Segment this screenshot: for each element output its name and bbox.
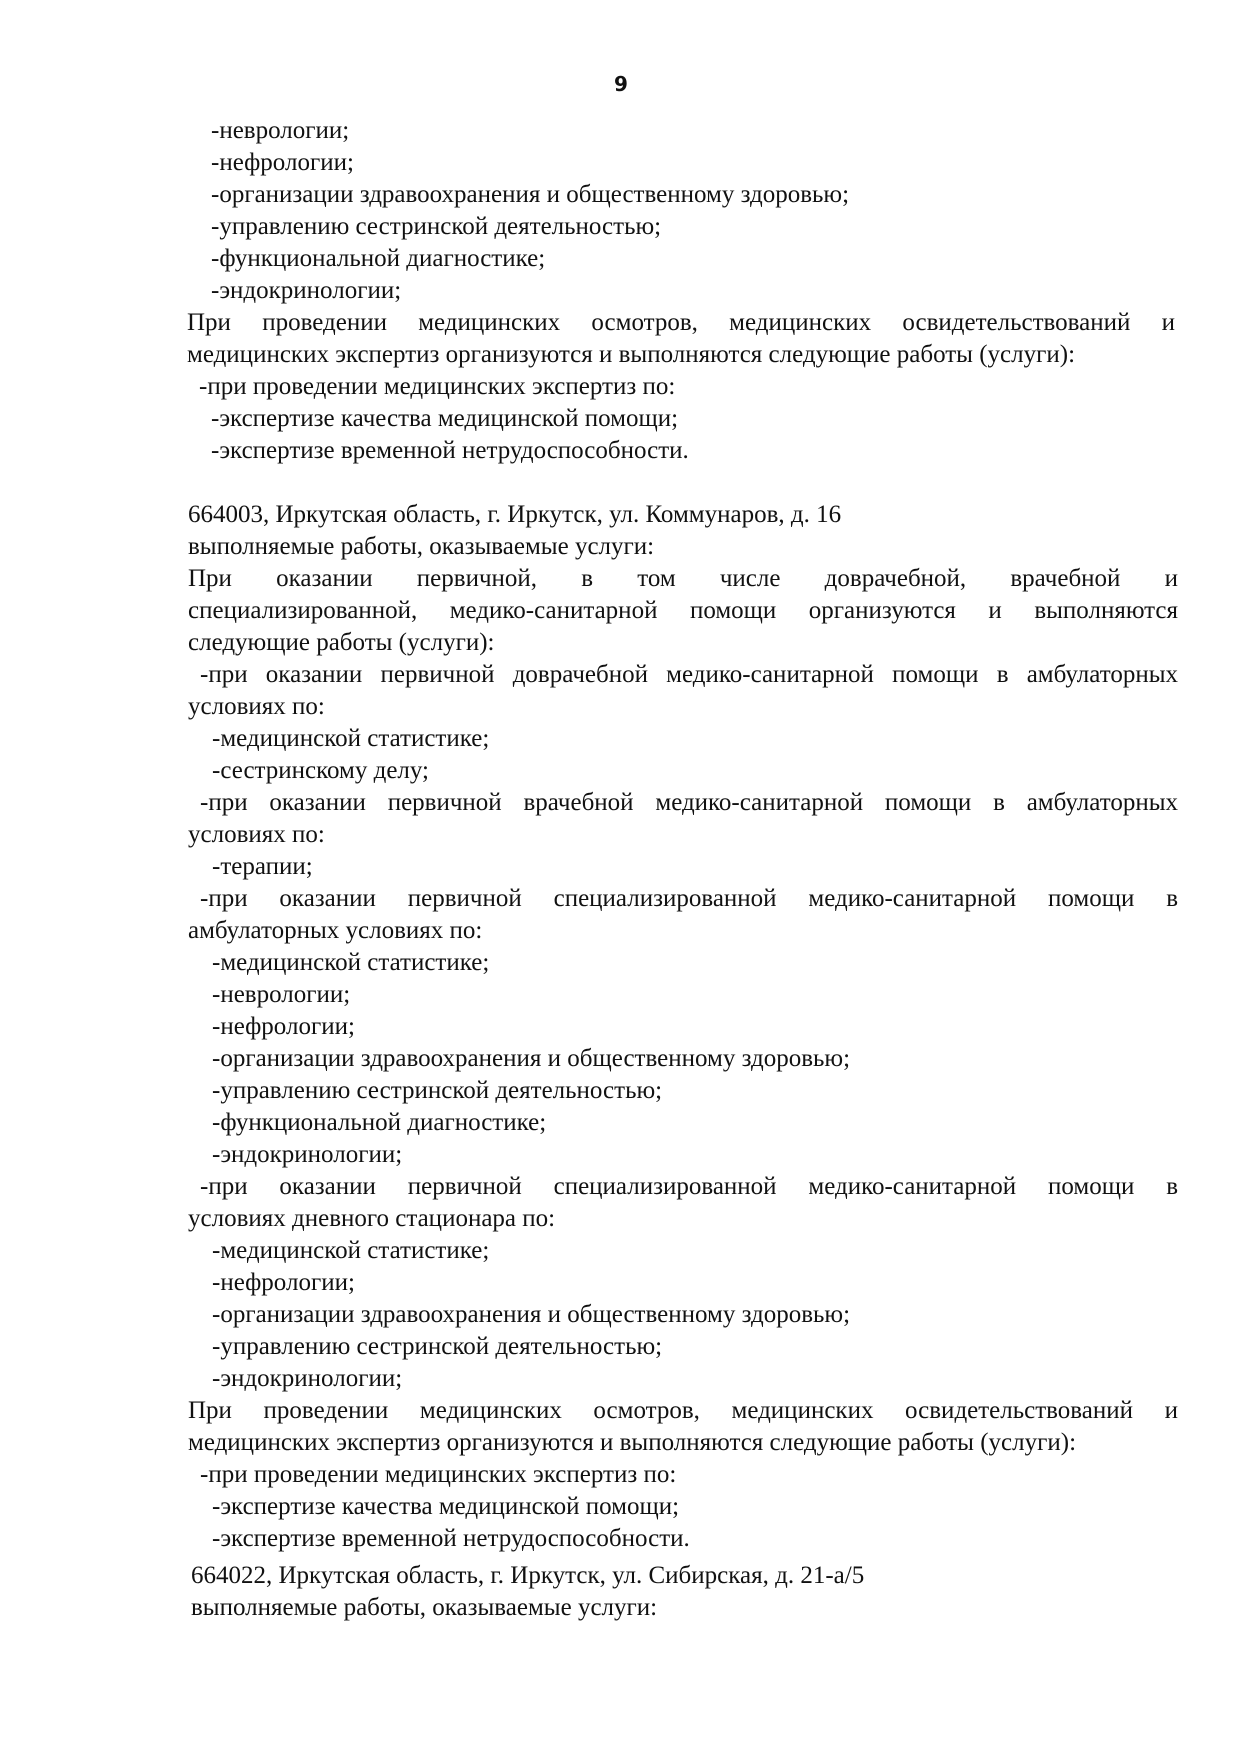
text-line: -при оказании первичной доврачебной медико-санитарной помощи в амбулаторных: [200, 661, 1178, 688]
text-line: -экспертизе временной нетрудоспособности.: [211, 437, 689, 464]
text-line: -нефрологии;: [212, 1013, 355, 1040]
text-line: -управлению сестринской деятельностью;: [212, 1077, 663, 1104]
text-line: -медицинской статистике;: [212, 725, 490, 752]
text-line: -организации здравоохранения и общественному здоровью;: [211, 181, 850, 208]
text-line: условиях по:: [188, 821, 325, 848]
text-line: -терапии;: [212, 853, 313, 880]
text-line: амбулаторных условиях по:: [188, 917, 483, 944]
text-line: -при оказании первичной специализированной медико-санитарной помощи в: [200, 1173, 1178, 1200]
text-line: При оказании первичной, в том числе доврачебной, врачебной и: [188, 565, 1178, 592]
text-line: -неврологии;: [211, 117, 350, 144]
text-line: -экспертизе качества медицинской помощи;: [211, 405, 679, 432]
text-line: -функциональной диагностике;: [212, 1109, 547, 1136]
text-line: выполняемые работы, оказываемые услуги:: [188, 533, 655, 560]
text-block-3: [191, 1560, 1181, 1624]
text-line: -медицинской статистике;: [212, 949, 490, 976]
text-line: условиях дневного стационара по:: [188, 1205, 556, 1232]
text-line: -организации здравоохранения и общественному здоровью;: [212, 1045, 851, 1072]
text-line: -управлению сестринской деятельностью;: [211, 213, 662, 240]
text-line: -при проведении медицинских экспертиз по:: [199, 373, 676, 400]
text-line: выполняемые работы, оказываемые услуги:: [191, 1594, 658, 1621]
text-line: При проведении медицинских осмотров, медицинских освидетельствований и: [188, 1397, 1178, 1424]
text-line: -неврологии;: [212, 981, 351, 1008]
text-line: -экспертизе временной нетрудоспособности.: [212, 1525, 690, 1552]
text-line: -при оказании первичной врачебной медико-санитарной помощи в амбулаторных: [200, 789, 1178, 816]
text-line: -эндокринологии;: [211, 277, 402, 304]
text-block-1: [187, 115, 1175, 467]
text-line: -нефрологии;: [211, 149, 354, 176]
text-line: условиях по:: [188, 693, 325, 720]
text-line: -эндокринологии;: [212, 1141, 403, 1168]
text-line: -нефрологии;: [212, 1269, 355, 1296]
text-line: -управлению сестринской деятельностью;: [212, 1333, 663, 1360]
address-line: 664003, Иркутская область, г. Иркутск, ул. Коммунаров, д. 16: [188, 501, 842, 528]
text-line: -эндокринологии;: [212, 1365, 403, 1392]
text-line: -организации здравоохранения и общественному здоровью;: [212, 1301, 851, 1328]
text-line: При проведении медицинских осмотров, медицинских освидетельствований и: [187, 309, 1175, 336]
text-line: медицинских экспертиз организуются и выполняются следующие работы (услуги):: [187, 341, 1076, 368]
text-line: медицинских экспертиз организуются и выполняются следующие работы (услуги):: [188, 1429, 1077, 1456]
text-line: -экспертизе качества медицинской помощи;: [212, 1493, 680, 1520]
text-line: специализированной, медико-санитарной помощи организуются и выполняются: [188, 597, 1178, 624]
page-number: 9: [614, 72, 628, 96]
address-line: 664022, Иркутская область, г. Иркутск, ул. Сибирская, д. 21-а/5: [191, 1562, 865, 1589]
text-line: -при оказании первичной специализированной медико-санитарной помощи в: [200, 885, 1178, 912]
text-line: -функциональной диагностике;: [211, 245, 546, 272]
text-line: -медицинской статистике;: [212, 1237, 490, 1264]
text-block-2: [188, 499, 1178, 1555]
text-line: следующие работы (услуги):: [188, 629, 495, 656]
text-line: -при проведении медицинских экспертиз по:: [200, 1461, 677, 1488]
text-line: -сестринскому делу;: [212, 757, 430, 784]
